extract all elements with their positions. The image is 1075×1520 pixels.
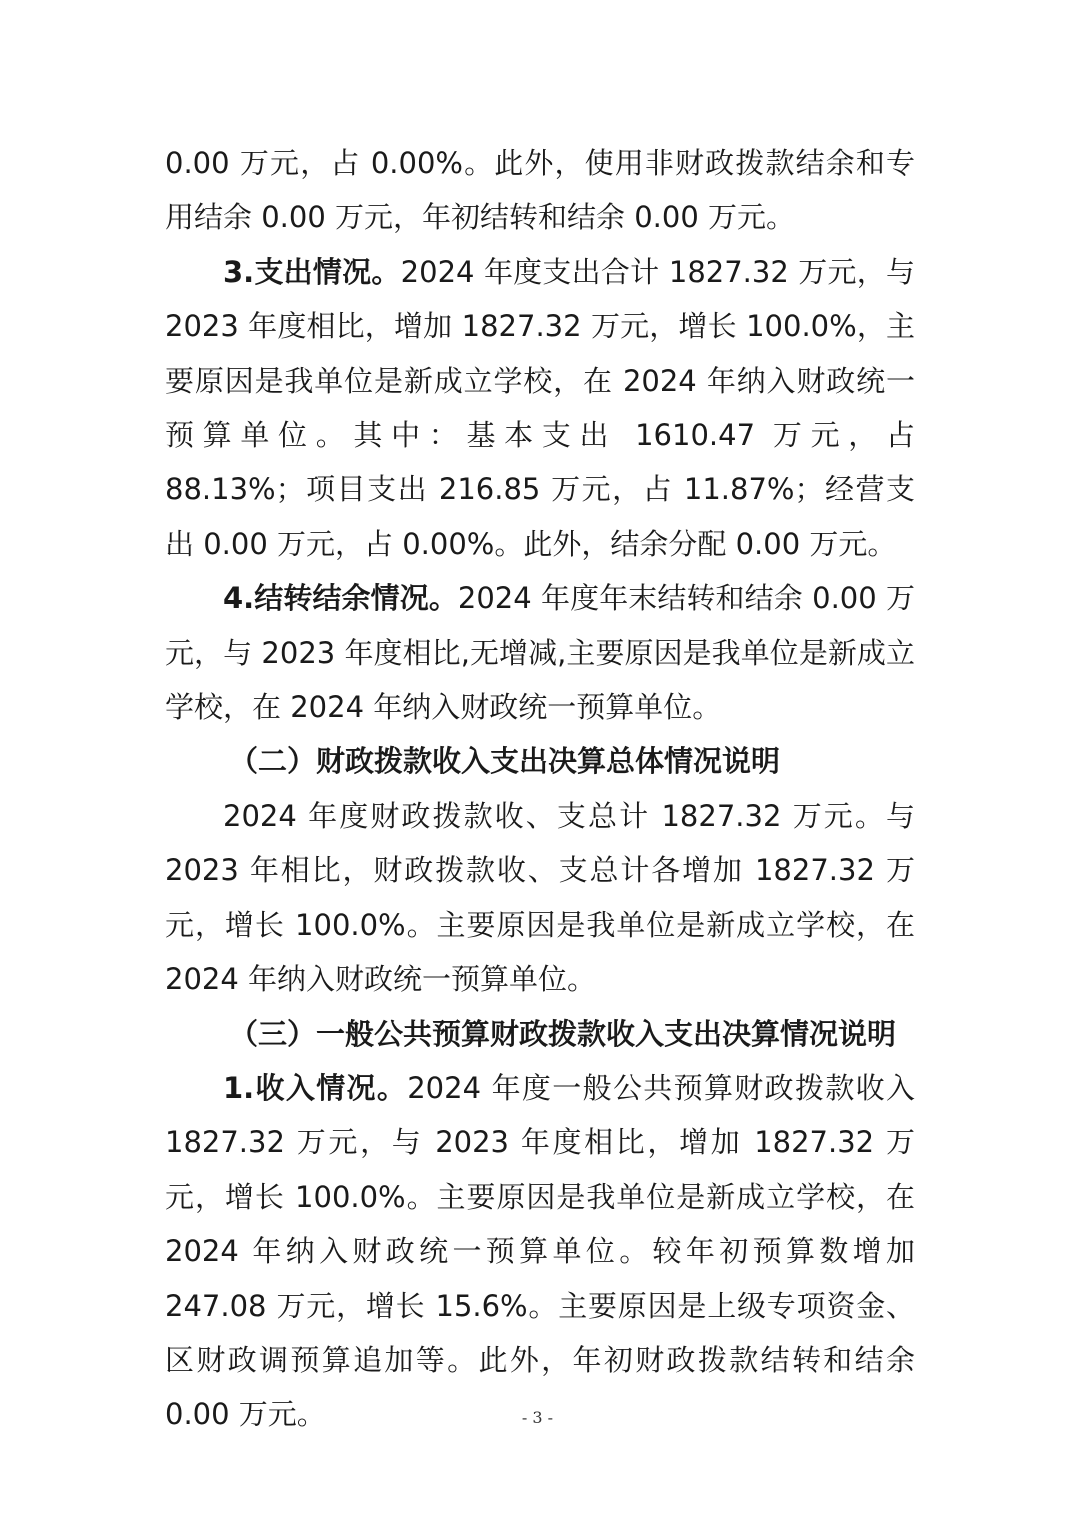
paragraph-fiscal-summary bbox=[165, 789, 915, 1007]
paragraph-general-income bbox=[165, 1061, 915, 1442]
paragraph-text: 2024 年度财政拨款收、支总计 1827.32 万元。与 2023 年相比，财政拨款收、支总计各增加 1827.32 万元，增长 100.0%。主要原因是我单位是新成立学校，在 2024 年纳入财政统一预算单位。 bbox=[165, 798, 915, 997]
document-body bbox=[165, 136, 915, 1442]
paragraph-text: 2024 年度一般公共预算财政拨款收入 1827.32 万元，与 2023 年度相比，增加 1827.32 万元，增长 100.0%。主要原因是我单位是新成立学校，在 2024 年纳入财政统一预算单位。较年初预算数增加 247.08 万元，增长 15.6%。主要原因是上级专项资金、区财政调预算追加等。此外，年初财政拨款结转和结余 0.00 万元。 bbox=[165, 1070, 915, 1432]
paragraph-carryover bbox=[165, 571, 915, 734]
section-heading-2: （二）财政拨款收入支出决算总体情况说明 bbox=[229, 744, 781, 779]
paragraph-lead: 4.结转结余情况。 bbox=[223, 581, 458, 616]
paragraph-lead: 1.收入情况。 bbox=[223, 1070, 408, 1105]
paragraph-expenditure bbox=[165, 245, 915, 571]
paragraph-income-continued bbox=[165, 136, 915, 245]
page-number: - 3 - bbox=[521, 1408, 554, 1427]
section-heading-3: （三）一般公共预算财政拨款收入支出决算情况说明 bbox=[229, 1016, 897, 1051]
paragraph-text: 2024 年度支出合计 1827.32 万元，与 2023 年度相比，增加 1827.32 万元，增长 100.0%，主要原因是我单位是新成立学校，在 2024 年纳入财政统一预算单位。其中：基本支出 1610.47 万元，占 88.13%；项目支出 216.85 万元，占 11.87%；经营支出 0.00 万元，占 0.00%。此外，结余分配 0.00 万元。 bbox=[165, 254, 915, 561]
paragraph-text: 0.00 万元，占 0.00%。此外，使用非财政拨款结余和专用结余 0.00 万元，年初结转和结余 0.00 万元。 bbox=[165, 146, 915, 235]
paragraph-text: 2024 年度年末结转和结余 0.00 万元，与 2023 年度相比,无增减,主要原因是我单位是新成立学校，在 2024 年纳入财政统一预算单位。 bbox=[165, 581, 915, 725]
paragraph-lead: 3.支出情况。 bbox=[223, 254, 401, 289]
